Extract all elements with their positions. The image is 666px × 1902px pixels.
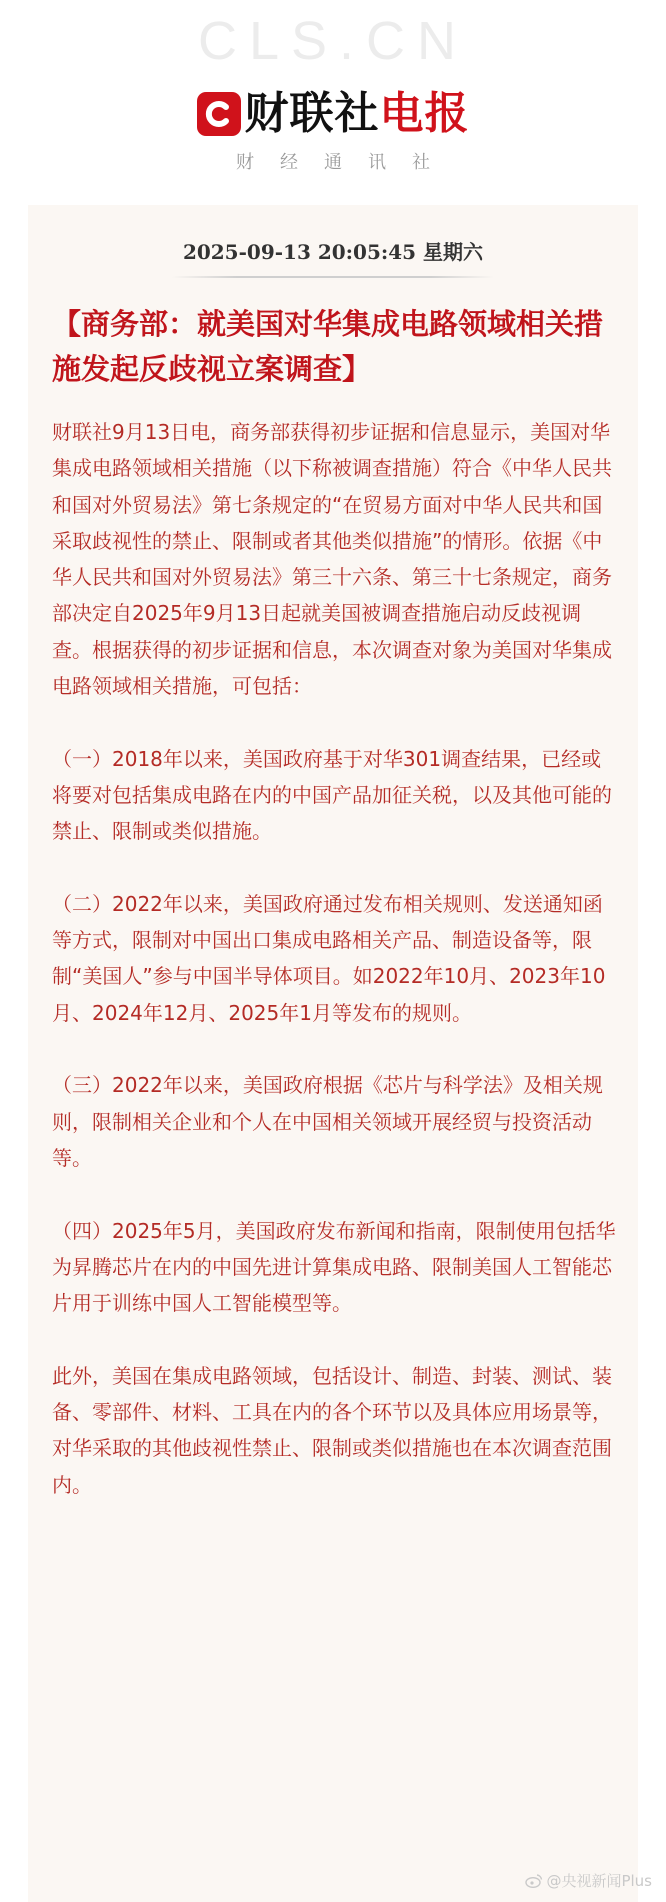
brand-name-suffix: 电报: [379, 88, 470, 139]
brand-name: [245, 88, 470, 140]
datetime-divider: [172, 276, 494, 278]
source-watermark: [525, 1870, 652, 1891]
article-datetime: 2025-09-13 20:05:45 星期六: [182, 240, 484, 264]
article-paragraph-4: （三）2022年以来，美国政府根据《芯片与科学法》及相关规则，限制相关企业和个人在中国相关领域开展经贸与投资活动等。: [52, 1073, 603, 1170]
article-body: [52, 414, 618, 1503]
article-paragraph-1: 财联社9月13日电，商务部获得初步证据和信息显示，美国对华集成电路领域相关措施（以下称被调查措施）符合《中华人民共和国对外贸易法》第七条规定的“在贸易方面对中华人民共和国采取歧视性的禁止、限制或者其他类似措施”的情形。依据《中华人民共和国对外贸易法》第三十六条、第三十七条规定，商务部决定自2025年9月13日起就美国被调查措施启动反歧视调查。根据获得的初步证据和信息，本次调查对象为美国对华集成电路领域相关措施，可包括：: [52, 420, 612, 699]
source-watermark-text: @央视新闻Plus: [546, 1872, 652, 1890]
article-paragraph-5: （四）2025年5月，美国政府发布新闻和指南，限制使用包括华为昇腾芯片在内的中国先进计算集成电路、限制美国人工智能芯片用于训练中国人工智能模型等。: [52, 1218, 616, 1316]
brand-logo: [0, 88, 666, 140]
brand-name-main: 财联社: [244, 88, 380, 139]
article-paragraph-2: （一）2018年以来，美国政府基于对华301调查结果，已经或将要对包括集成电路在内的中国产品加征关税，以及其他可能的禁止、限制或类似措施。: [52, 746, 612, 844]
cls-watermark: CLS.CN: [197, 11, 469, 71]
weibo-icon: [525, 1873, 543, 1888]
article-paragraph-3: （二）2022年以来，美国政府通过发布相关规则、发送通知函等方式，限制对中国出口集成电路相关产品、制造设备等，限制“美国人”参与中国半导体项目。如2022年10月、2023年10月、2024年12月、2025年1月等发布的规则。: [52, 891, 606, 1025]
brand-subtitle: 财经通讯社: [236, 152, 456, 173]
article-paragraph-6: 此外，美国在集成电路领域，包括设计、制造、封装、测试、装备、零部件、材料、工具在内的各个环节以及具体应用场景等，对华采取的其他歧视性禁止、限制或类似措施也在本次调查范围内。: [52, 1363, 612, 1497]
article-headline: 【商务部：就美国对华集成电路领域相关措施发起反歧视立案调查】: [52, 307, 604, 386]
brand-c-icon: [197, 92, 241, 136]
